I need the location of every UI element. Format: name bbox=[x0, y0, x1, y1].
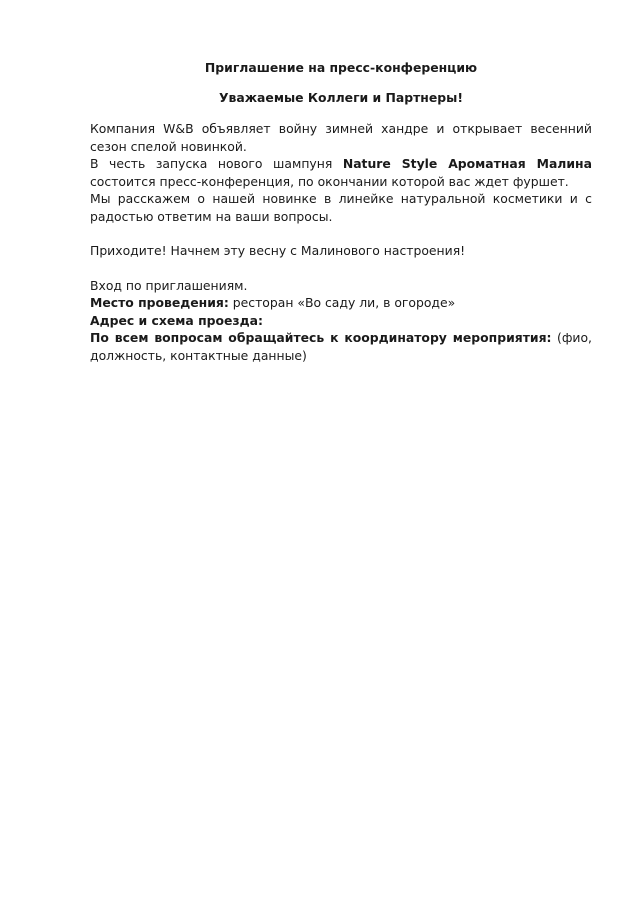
document-page bbox=[90, 59, 592, 364]
greeting-heading: Уважаемые Коллеги и Партнеры! bbox=[218, 89, 464, 105]
venue-line bbox=[90, 294, 592, 312]
call-to-action: Приходите! Начнем эту весну с Малинового настроения! bbox=[90, 243, 466, 258]
venue-value: ресторан «Во саду ли, в огороде» bbox=[228, 295, 456, 310]
address-label: Адрес и схема проезда: bbox=[90, 312, 263, 328]
launch-paragraph bbox=[90, 155, 592, 190]
product-name: Nature Style Ароматная Малина bbox=[342, 156, 592, 171]
contact-line bbox=[90, 329, 592, 364]
document-title: Приглашение на пресс-конференцию bbox=[204, 60, 478, 75]
promise-paragraph: Мы расскажем о нашей новинке в линейке натуральной косметики и с радостью ответим на ваши вопросы. bbox=[90, 191, 592, 224]
launch-suffix: состоится пресс-конференция, по окончании которой вас ждет фуршет. bbox=[90, 173, 569, 189]
contact-label: По всем вопросам обращайтесь к координатору мероприятия: bbox=[90, 330, 552, 345]
entry-note: Вход по приглашениям. bbox=[90, 277, 248, 293]
venue-label: Место проведения: bbox=[90, 295, 229, 310]
address-line bbox=[90, 312, 592, 330]
launch-prefix: В честь запуска нового шампуня bbox=[90, 156, 343, 171]
contact-value: (фио, должность, контактные данные) bbox=[90, 330, 592, 363]
intro-paragraph: Компания W&B объявляет войну зимней хандре и открывает весенний сезон спелой новинкой. bbox=[90, 121, 592, 154]
